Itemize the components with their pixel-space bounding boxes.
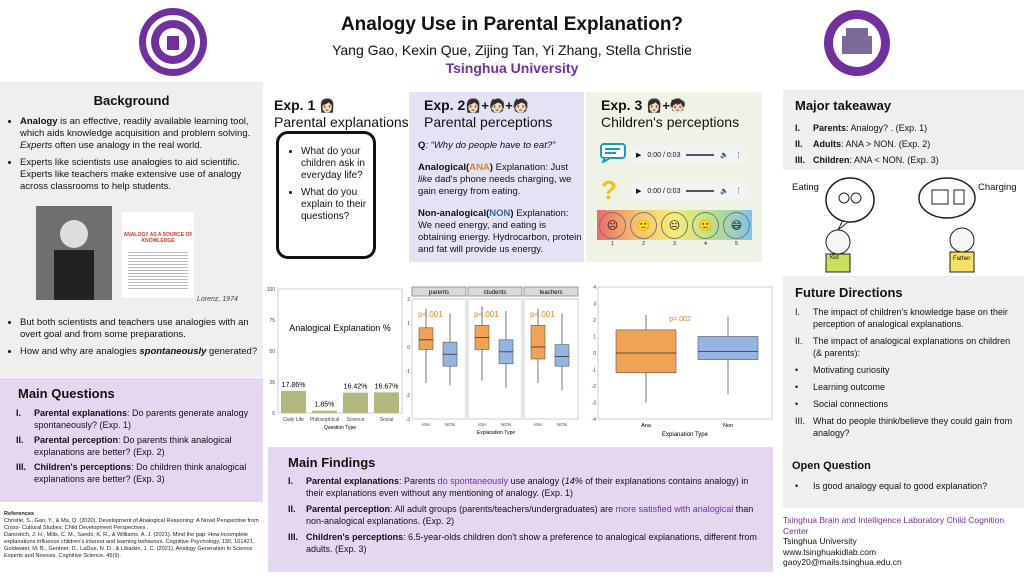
audio-progress[interactable]: [686, 190, 714, 192]
exp2-subtitle: Parental perceptions: [424, 114, 553, 130]
question-mark-icon: ?: [601, 175, 617, 205]
main-findings-list: [288, 476, 766, 555]
facet-label-parents: parents: [428, 290, 450, 296]
box-teachers-non: [555, 345, 569, 367]
background-bullet-4: • How and why are analogies spontaneously generated?: [20, 346, 258, 358]
p-value-label: p<.001: [418, 310, 443, 319]
main-questions-title: Main Questions: [18, 386, 115, 401]
p-value-label: p<.001: [530, 310, 555, 319]
exp2-nonanalogical: Non-analogical(NON) Explanation: We need energy, and eating is obtaining energy. Hydrocarbon, protein and fat will provide us energy.: [418, 208, 582, 255]
volume-icon[interactable]: 🔈: [720, 188, 729, 195]
facet-label-teachers: teachers: [539, 290, 563, 296]
open-question: • Is good analogy equal to good explanation?: [795, 481, 988, 491]
y-tick-label: 1: [407, 321, 410, 327]
y-tick-label: -2: [591, 384, 596, 390]
sad-face-icon: 🙁: [630, 212, 657, 239]
x-tick-label: Social: [379, 417, 394, 423]
poster-authors: Yang Gao, Kexin Que, Zijing Tan, Yi Zhang, Stella Christie: [332, 42, 692, 58]
bar-philosophical: [312, 411, 337, 413]
x-tick-label: Science: [346, 417, 365, 423]
background-title: Background: [93, 93, 170, 108]
takeaway-list: [795, 122, 1020, 166]
rating-scale-ticks: 1 2 3 4 5: [611, 241, 738, 247]
box-teachers-ana: [531, 325, 545, 359]
phone-question-2: • What do you explain to their questions?: [301, 187, 369, 223]
kid-tag: Kid: [830, 255, 839, 261]
x-tick-label: NON: [501, 422, 511, 427]
y-tick-label: 25: [269, 380, 275, 386]
book-title: ANALOGY AS A SOURCE OF KNOWLEDGE: [123, 232, 193, 244]
y-tick-label: 50: [269, 349, 275, 355]
main-question-1: I. Parental explanations: Do parents generate analogy spontaneously? (Exp. 1): [16, 408, 249, 430]
photo-caption: Lorenz, 1974: [197, 296, 238, 303]
x-tick-label: Philosophical: [309, 417, 340, 423]
background-bullets-2: [6, 317, 258, 363]
cartoon-eating-label: Eating: [792, 182, 819, 193]
facet-label-students: students: [483, 290, 507, 296]
x-tick-label: NON: [557, 422, 567, 427]
volume-icon[interactable]: 🔈: [720, 152, 729, 159]
bar-science: [343, 393, 368, 413]
contact-info: [783, 515, 1023, 568]
audio-player-1[interactable]: ▶ 0:00 / 0:03 🔈 ⋮: [630, 146, 748, 164]
background-bullet-2: • Experts like scientists use analogies to aid scientific. Experts like teachers make extensive use of analogy across classrooms to help students.: [20, 157, 258, 193]
box-ana: [616, 330, 676, 373]
main-question-2: II. Parental perception: Do parents think analogical explanations are better? (Exp. 2): [16, 435, 232, 457]
reference-1: Christie, S., Gao, Y., & Ma, Q. (2020). Development of Analogical Reasoning: A Novel Perspective from Cross- Cultural Studies. Child Development Perspectives .: [4, 518, 259, 531]
x-axis-label: Question Type: [323, 425, 357, 431]
main-question-3: III. Children's perceptions: Do children think analogical explanations are better? (Exp. 3): [16, 462, 247, 484]
exp1-title: Exp. 1 👩🏻: [274, 97, 336, 113]
x-tick-label: ANA: [421, 422, 431, 427]
future-item-3: • Motivating curiosity: [795, 365, 890, 375]
future-item-1: I. The impact of children's knowledge base on their perception of analogical explanations.: [795, 307, 1008, 329]
phone-questions: [291, 146, 369, 228]
future-item-4: • Learning outcome: [795, 382, 886, 392]
references: [4, 511, 262, 560]
future-item-2: II. The impact of analogical explanations on children (& parents):: [795, 336, 1011, 358]
bar-value-label: 16.67%: [374, 383, 399, 391]
audio-progress[interactable]: [686, 154, 714, 156]
y-tick-label: 0: [272, 411, 275, 417]
future-title: Future Directions: [795, 285, 903, 300]
phone-question-1: • What do your children ask in everyday life?: [301, 146, 369, 182]
y-tick-label: -2: [405, 393, 410, 399]
future-item-6: III. What do people think/believe they could gain from analogy?: [795, 416, 1013, 438]
bar-daily-life: [281, 391, 306, 413]
bar-chart-svg: [262, 283, 407, 443]
audio-time: 0:00 / 0:03: [647, 151, 681, 159]
y-tick-label: 75: [269, 318, 275, 324]
book-page: [122, 212, 194, 298]
contact-website[interactable]: www.tsinghuakidlab.com: [783, 546, 877, 557]
happy-face-icon: 🙂: [692, 212, 719, 239]
chat-icon: [600, 143, 626, 163]
references-title: References: [4, 511, 35, 517]
rating-scale: [597, 210, 752, 240]
takeaway-3: III. Children: ANA < NON. (Exp. 3): [795, 155, 939, 165]
reference-3: Goldwater, M. B., Gentner, D., LaDue, N. D., & Libarkin, J. C. (2021). Analogy Generation in Science Experts and Novices. Cognitive Science, 45(9).: [4, 546, 253, 559]
audio-time: 0:00 / 0:03: [647, 187, 681, 195]
background-bullet-3: • But both scientists and teachers use analogies with an overt goal and from some preparations.: [20, 317, 258, 341]
reference-2: Danovitch, J. H., Mills, C. M., Sands, K. R., & Williams, A. J. (2021). Mind the gap: How incomplete explanations influence children's interest and learning behaviors. Cognitive Psychology, 130, 101421.: [4, 532, 255, 545]
finding-3: III. Children's perceptions: 6.5-year-olds children don't show a preference to analogical explanations, different from adults. (Exp. 3): [288, 532, 757, 554]
takeaway-2: II. Adults: ANA > NON. (Exp. 2): [795, 139, 931, 149]
box-non: [698, 337, 758, 360]
y-tick-label: 4: [593, 285, 596, 291]
y-tick-label: 100: [266, 287, 275, 293]
x-tick-label: Ana: [641, 423, 651, 429]
exp3-title: Exp. 3 👩🏻+🧒🏻: [601, 97, 687, 113]
chart-children-perception: [586, 283, 776, 443]
y-tick-label: -1: [591, 367, 596, 374]
p-value-label: p=.002: [669, 316, 691, 323]
play-icon[interactable]: ▶: [636, 152, 642, 159]
chart-analogical-explanation: [262, 283, 407, 443]
y-tick-label: -3: [591, 400, 596, 407]
main-findings-title: Main Findings: [288, 455, 376, 470]
y-tick-label: -1: [405, 369, 410, 375]
very-happy-face-icon: 😄: [723, 212, 750, 239]
very-sad-face-icon: ☹: [599, 212, 626, 239]
exp1-subtitle: Parental explanations: [274, 114, 409, 130]
takeaway-1: I. Parents: Analogy? . (Exp. 1): [795, 123, 928, 133]
x-axis-label: Explanation Type: [662, 432, 708, 438]
exp2-question: Q: “Why do people have to eat?”: [418, 140, 556, 151]
logo-child-cognition-center: [822, 8, 892, 78]
y-tick-label: 0: [407, 345, 410, 351]
y-tick-label: -3: [405, 417, 410, 423]
box-chart-children-svg: [586, 283, 776, 443]
background-bullet-1: • Analogy is an effective, readily available learning tool, which aids knowledge acquisition and problem solving. Experts often use analogy in the real world.: [20, 116, 258, 152]
y-tick-label: 3: [593, 301, 596, 308]
bar-value-label: 16.42%: [343, 383, 368, 391]
takeaway-title: Major takeaway: [795, 98, 892, 113]
p-value-label: p<.001: [474, 310, 499, 319]
main-questions-list: [16, 408, 256, 485]
parent-emoji-icon: 👩🏻: [319, 98, 336, 113]
chart-adult-perception: [400, 283, 585, 443]
book-text-lines: [128, 250, 188, 290]
future-item-5: • Social connections: [795, 399, 889, 409]
future-list: [795, 306, 1020, 439]
y-tick-label: -4: [591, 417, 596, 423]
bar-value-label: 1.85%: [314, 401, 335, 409]
bar-social: [374, 392, 399, 413]
finding-1: I. Parental explanations: Parents do spontaneously use analogy (14% of their explanations contains analogy) in their explanations even without any mentioning of analogy. (Exp. 1): [288, 476, 749, 498]
exp2-analogical: Analogical(ANA) Explanation: Just like dad's phone needs charging, we gain energy from eating.: [418, 162, 572, 197]
exp2-body: [418, 140, 583, 256]
parent-child-emoji-icon: 👩🏻+🧒🏻: [646, 98, 687, 113]
y-tick-label: 2: [593, 318, 596, 324]
x-tick-label: ANA: [533, 422, 543, 427]
cartoon-charging-label: Charging: [978, 182, 1017, 193]
contact-university: Tsinghua University: [783, 536, 857, 546]
y-tick-label: 1: [593, 334, 596, 341]
x-axis-label: Explanation Type: [476, 430, 516, 436]
poster-university: Tsinghua University: [445, 60, 579, 76]
bar-value-label: 17.86%: [281, 381, 306, 389]
chart-title: Analogical Explanation %: [289, 323, 391, 333]
participants-emoji-icon: 👩🏻+🧑🏻+🧑🏻: [465, 98, 529, 113]
lorenz-photo: [36, 206, 112, 300]
play-icon[interactable]: ▶: [636, 188, 642, 195]
y-tick-label: 0: [593, 351, 596, 357]
open-question-title: Open Question: [792, 460, 871, 472]
x-tick-label: Non: [722, 423, 734, 429]
audio-player-2[interactable]: ▶ 0:00 / 0:03 🔈 ⋮: [630, 182, 748, 200]
background-bullets: [6, 116, 258, 198]
x-tick-label: NON: [445, 422, 455, 427]
x-tick-label: ANA: [477, 422, 487, 427]
box-parents-ana: [419, 328, 433, 350]
exp3-subtitle: Children's perceptions: [601, 114, 740, 130]
x-tick-label: Daily Life: [283, 417, 304, 423]
father-tag: Father: [953, 256, 971, 262]
contact-email[interactable]: gaoy20@mails.tsinghua.edu.cn: [783, 557, 902, 567]
box-chart-adults-svg: [400, 283, 585, 443]
exp2-title: Exp. 2👩🏻+🧑🏻+🧑🏻: [424, 97, 529, 113]
finding-2: II. Parental perception: All adult groups (parents/teachers/undergraduates) are more satisfied with analogical than non-analogical explanations. (Exp. 2): [288, 504, 754, 526]
contact-lab: Tsinghua Brain and Intelligence Laboratory Child Cognition Center: [783, 515, 1005, 536]
neutral-face-icon: 😐: [661, 212, 688, 239]
poster-title: Analogy Use in Parental Explanation?: [340, 14, 684, 35]
y-tick-label: 2: [407, 297, 410, 303]
